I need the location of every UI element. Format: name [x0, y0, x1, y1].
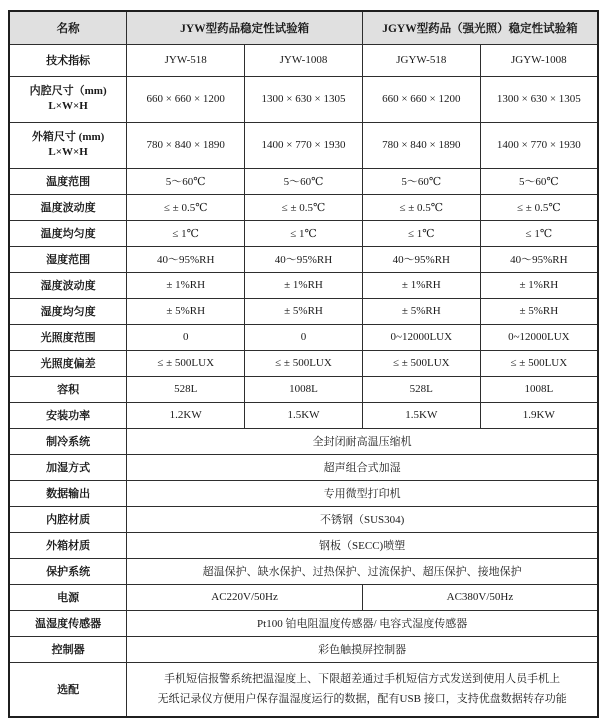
spec-label-cell: 湿度波动度: [9, 272, 127, 298]
spec-value-cell: [127, 662, 598, 717]
header-group-jgyw: JGYW型药品（强光照）稳定性试验箱: [362, 11, 598, 44]
spec-value-cell: 780 × 840 × 1890: [127, 122, 245, 168]
spec-value-cell: 5～60℃: [245, 168, 363, 194]
spec-label-line2: L×W×H: [48, 100, 88, 112]
header-row: [9, 11, 598, 44]
spec-row-humidity-range: [9, 246, 598, 272]
spec-value-cell: ≤ 1℃: [127, 220, 245, 246]
spec-value-cell: ≤ ± 0.5℃: [362, 194, 480, 220]
spec-value-cell: 660 × 660 × 1200: [362, 76, 480, 122]
model-cell: JGYW-1008: [480, 44, 598, 76]
spec-label-cell: [9, 122, 127, 168]
spec-value-cell: ± 5%RH: [480, 298, 598, 324]
spec-row-inner-dim: [9, 76, 598, 122]
spec-value-cell: 全封闭耐高温压缩机: [127, 428, 598, 454]
spec-value-cell: 780 × 840 × 1890: [362, 122, 480, 168]
model-row-label: 技术指标: [9, 44, 127, 76]
spec-label-cell: [9, 76, 127, 122]
spec-value-cell: 1400 × 770 × 1930: [245, 122, 363, 168]
spec-value-cell: ± 5%RH: [245, 298, 363, 324]
spec-value-cell: ≤ ± 500LUX: [245, 350, 363, 376]
spec-value-cell: ± 1%RH: [245, 272, 363, 298]
spec-value-cell: 0: [127, 324, 245, 350]
spec-row-power-supply: [9, 584, 598, 610]
spec-row-outer-dim: [9, 122, 598, 168]
spec-label-cell: 控制器: [9, 636, 127, 662]
spec-row-humidity-uniformity: [9, 298, 598, 324]
spec-value-cell: 1.9KW: [480, 402, 598, 428]
spec-row-volume: [9, 376, 598, 402]
spec-value-cell: ≤ ± 500LUX: [127, 350, 245, 376]
spec-row-illuminance-deviation: [9, 350, 598, 376]
spec-value-cell: 660 × 660 × 1200: [127, 76, 245, 122]
spec-value-cell: ± 5%RH: [127, 298, 245, 324]
spec-value-cell: 1.5KW: [362, 402, 480, 428]
spec-value-cell: 0: [245, 324, 363, 350]
spec-row-temp-fluctuation: [9, 194, 598, 220]
spec-label-cell: 容积: [9, 376, 127, 402]
spec-value-cell: 528L: [362, 376, 480, 402]
spec-value-cell: 5～60℃: [127, 168, 245, 194]
spec-row-cooling-system: [9, 428, 598, 454]
spec-label-cell: 加湿方式: [9, 454, 127, 480]
spec-value-cell: ≤ 1℃: [480, 220, 598, 246]
model-cell: JGYW-518: [362, 44, 480, 76]
spec-label-line1: 外箱尺寸 (mm): [31, 131, 105, 143]
spec-table: [8, 10, 599, 718]
spec-label-cell: 安装功率: [9, 402, 127, 428]
spec-value-cell: 40～95%RH: [127, 246, 245, 272]
spec-value-cell: 1300 × 630 × 1305: [245, 76, 363, 122]
spec-row-humidify-method: [9, 454, 598, 480]
spec-label-cell: 制冷系统: [9, 428, 127, 454]
spec-row-illuminance-range: [9, 324, 598, 350]
spec-value-cell: 5～60℃: [362, 168, 480, 194]
spec-label-cell: 温湿度传感器: [9, 610, 127, 636]
spec-label-cell: 保护系统: [9, 558, 127, 584]
spec-value-cell: 40～95%RH: [245, 246, 363, 272]
spec-value-cell: 超温保护、缺水保护、过热保护、过流保护、超压保护、接地保护: [127, 558, 598, 584]
spec-label-cell: 选配: [9, 662, 127, 717]
spec-value-cell: 1008L: [245, 376, 363, 402]
spec-value-cell: 5～60℃: [480, 168, 598, 194]
spec-label-cell: 数据输出: [9, 480, 127, 506]
spec-label-cell: 温度均匀度: [9, 220, 127, 246]
spec-value-cell: 专用微型打印机: [127, 480, 598, 506]
spec-value-cell: 彩色触摸屏控制器: [127, 636, 598, 662]
spec-value-cell: ≤ ± 500LUX: [480, 350, 598, 376]
spec-value-cell: 钢板（SECC)喷塑: [127, 532, 598, 558]
spec-value-cell: ≤ 1℃: [362, 220, 480, 246]
spec-value-cell: ± 1%RH: [127, 272, 245, 298]
spec-row-installed-power: [9, 402, 598, 428]
spec-value-cell: 1.5KW: [245, 402, 363, 428]
spec-row-temp-range: [9, 168, 598, 194]
spec-value-cell: Pt100 铂电阻温度传感器/ 电容式湿度传感器: [127, 610, 598, 636]
optional-line1: 手机短信报警系统把温湿度上、下限超差通过手机短信方式发送到使用人员手机上: [164, 673, 561, 686]
spec-row-optional: [9, 662, 598, 717]
spec-value-cell: 1300 × 630 × 1305: [480, 76, 598, 122]
spec-value-cell: 不锈钢（SUS304): [127, 506, 598, 532]
spec-value-cell: 40～95%RH: [362, 246, 480, 272]
model-cell: JYW-518: [127, 44, 245, 76]
spec-value-cell: ≤ ± 0.5℃: [480, 194, 598, 220]
spec-value-cell: ± 5%RH: [362, 298, 480, 324]
spec-label-cell: 光照度范围: [9, 324, 127, 350]
spec-row-sensor: [9, 610, 598, 636]
spec-value-cell: 528L: [127, 376, 245, 402]
model-row: [9, 44, 598, 76]
header-group-jyw: JYW型药品稳定性试验箱: [127, 11, 363, 44]
spec-value-cell: ≤ ± 500LUX: [362, 350, 480, 376]
spec-label-cell: 光照度偏差: [9, 350, 127, 376]
spec-label-line2: L×W×H: [48, 146, 88, 158]
spec-value-cell: ≤ 1℃: [245, 220, 363, 246]
optional-line2: 无纸记录仪方便用户保存温湿度运行的数据，配有USB 接口，支持优盘数据转存功能: [157, 693, 567, 706]
spec-value-cell: AC380V/50Hz: [362, 584, 598, 610]
spec-label-cell: 电源: [9, 584, 127, 610]
spec-value-cell: ± 1%RH: [362, 272, 480, 298]
spec-value-cell: 1008L: [480, 376, 598, 402]
spec-row-outer-material: [9, 532, 598, 558]
spec-label-cell: 温度波动度: [9, 194, 127, 220]
spec-row-temp-uniformity: [9, 220, 598, 246]
spec-value-cell: ≤ ± 0.5℃: [127, 194, 245, 220]
spec-label-line1: 内腔尺寸（mm): [29, 85, 107, 97]
spec-value-cell: 40～95%RH: [480, 246, 598, 272]
spec-value-cell: 0~12000LUX: [362, 324, 480, 350]
spec-value-cell: 1400 × 770 × 1930: [480, 122, 598, 168]
spec-label-cell: 湿度范围: [9, 246, 127, 272]
spec-label-cell: 温度范围: [9, 168, 127, 194]
spec-row-controller: [9, 636, 598, 662]
spec-row-data-output: [9, 480, 598, 506]
spec-value-cell: 1.2KW: [127, 402, 245, 428]
spec-row-inner-material: [9, 506, 598, 532]
spec-value-cell: AC220V/50Hz: [127, 584, 363, 610]
spec-value-cell: ± 1%RH: [480, 272, 598, 298]
header-name-cell: 名称: [9, 11, 127, 44]
spec-row-humidity-fluctuation: [9, 272, 598, 298]
spec-label-cell: 内腔材质: [9, 506, 127, 532]
spec-label-cell: 湿度均匀度: [9, 298, 127, 324]
spec-row-protection-system: [9, 558, 598, 584]
spec-value-cell: 0~12000LUX: [480, 324, 598, 350]
spec-value-cell: 超声组合式加湿: [127, 454, 598, 480]
model-cell: JYW-1008: [245, 44, 363, 76]
spec-label-cell: 外箱材质: [9, 532, 127, 558]
spec-value-cell: ≤ ± 0.5℃: [245, 194, 363, 220]
